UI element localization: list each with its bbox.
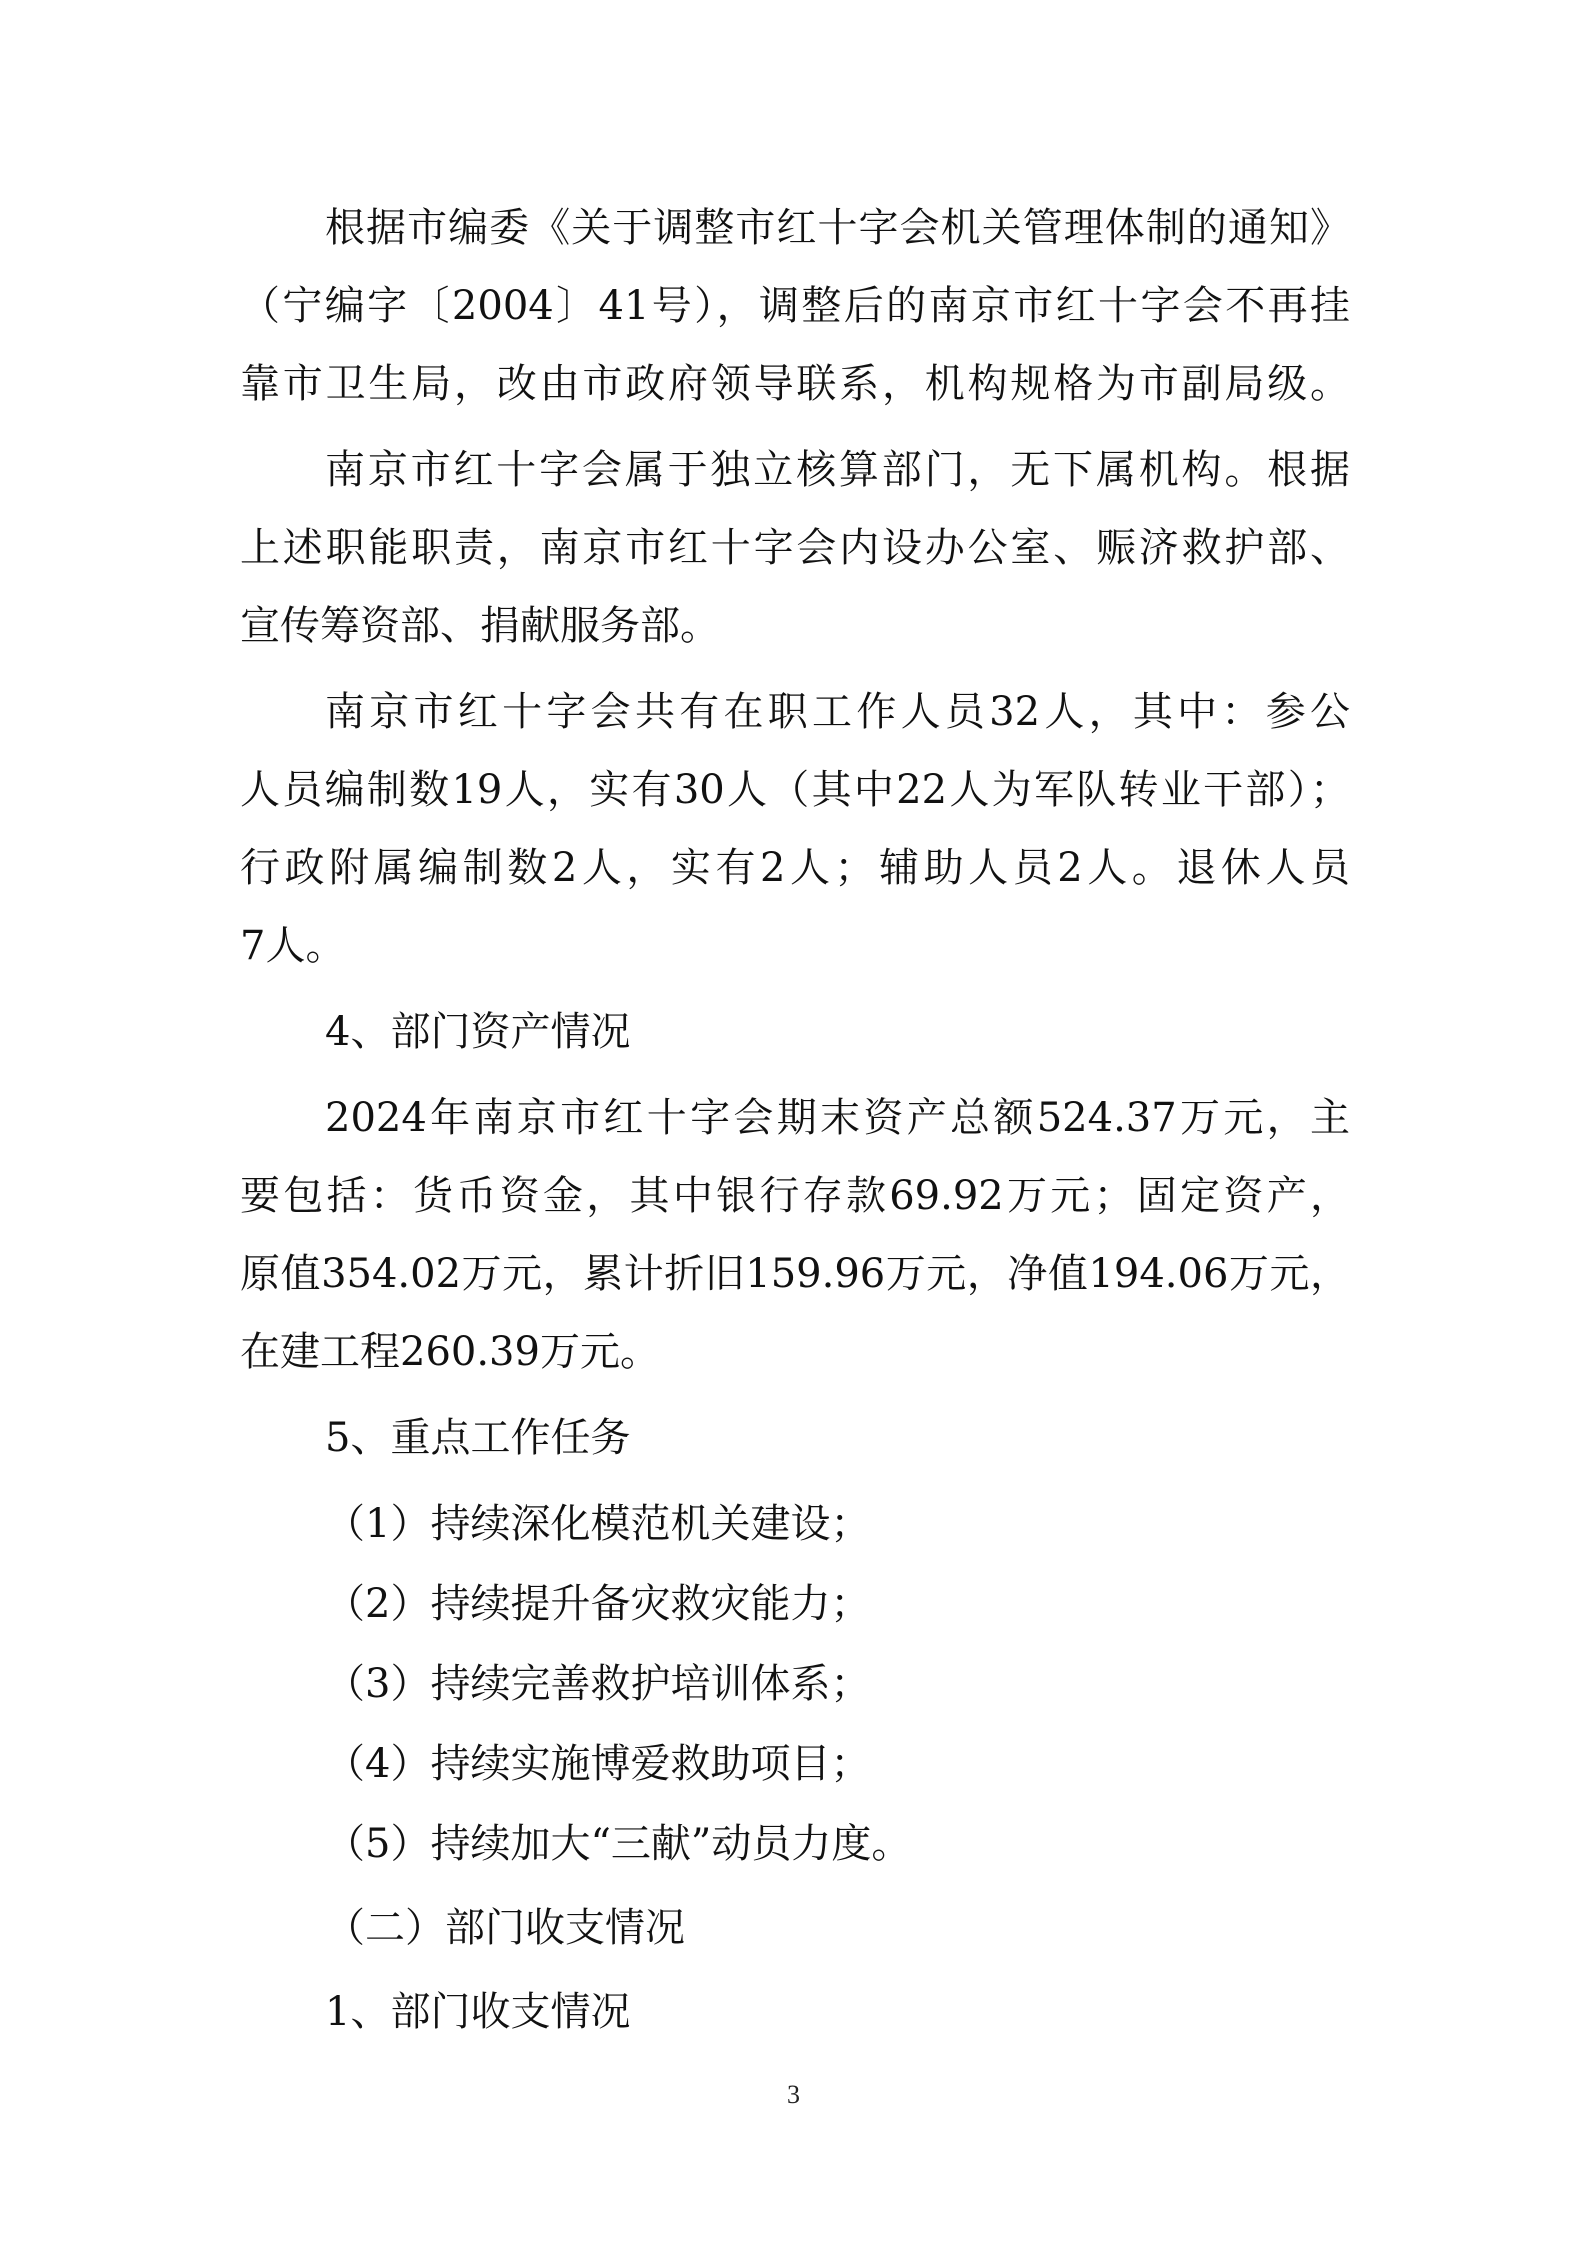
- task-item: （4）持续实施博爱救助项目；: [325, 1741, 871, 1787]
- paragraph-line: 2024年南京市红十字会期末资产总额524.37万元，主: [325, 1095, 1350, 1141]
- section-heading: （二）部门收支情况: [325, 1905, 685, 1951]
- page-number: 3: [787, 2080, 800, 2109]
- paragraph-line: 人员编制数19人，实有30人（其中22人为军队转业干部）；: [240, 767, 1350, 813]
- paragraph-line: 宣传筹资部、捐献服务部。: [240, 603, 720, 649]
- paragraph-line: 上述职能职责，南京市红十字会内设办公室、赈济救护部、: [240, 525, 1350, 571]
- paragraph-line: 根据市编委《关于调整市红十字会机关管理体制的通知》: [325, 205, 1350, 251]
- task-item: （1）持续深化模范机关建设；: [325, 1501, 871, 1547]
- paragraph-line: 在建工程260.39万元。: [240, 1329, 660, 1375]
- paragraph-line: 南京市红十字会属于独立核算部门，无下属机构。根据: [325, 447, 1350, 493]
- paragraph-line: 行政附属编制数2人，实有2人；辅助人员2人。退休人员: [240, 845, 1350, 891]
- sub-heading: 1、部门收支情况: [325, 1989, 631, 2035]
- section-heading: 5、重点工作任务: [325, 1415, 631, 1461]
- task-item: （5）持续加大“三献”动员力度。: [325, 1821, 912, 1867]
- paragraph-line: 要包括：货币资金，其中银行存款69.92万元；固定资产，: [240, 1173, 1350, 1219]
- task-item: （2）持续提升备灾救灾能力；: [325, 1581, 871, 1627]
- section-heading: 4、部门资产情况: [325, 1009, 631, 1055]
- paragraph-line: （宁编字〔2004〕41号），调整后的南京市红十字会不再挂: [240, 283, 1350, 329]
- paragraph-line: 原值354.02万元，累计折旧159.96万元，净值194.06万元，: [240, 1251, 1350, 1297]
- paragraph-line: 7人。: [240, 923, 346, 969]
- paragraph-line: 靠市卫生局，改由市政府领导联系，机构规格为市副局级。: [240, 361, 1350, 407]
- paragraph-line: 南京市红十字会共有在职工作人员32人，其中：参公: [325, 689, 1350, 735]
- task-item: （3）持续完善救护培训体系；: [325, 1661, 871, 1707]
